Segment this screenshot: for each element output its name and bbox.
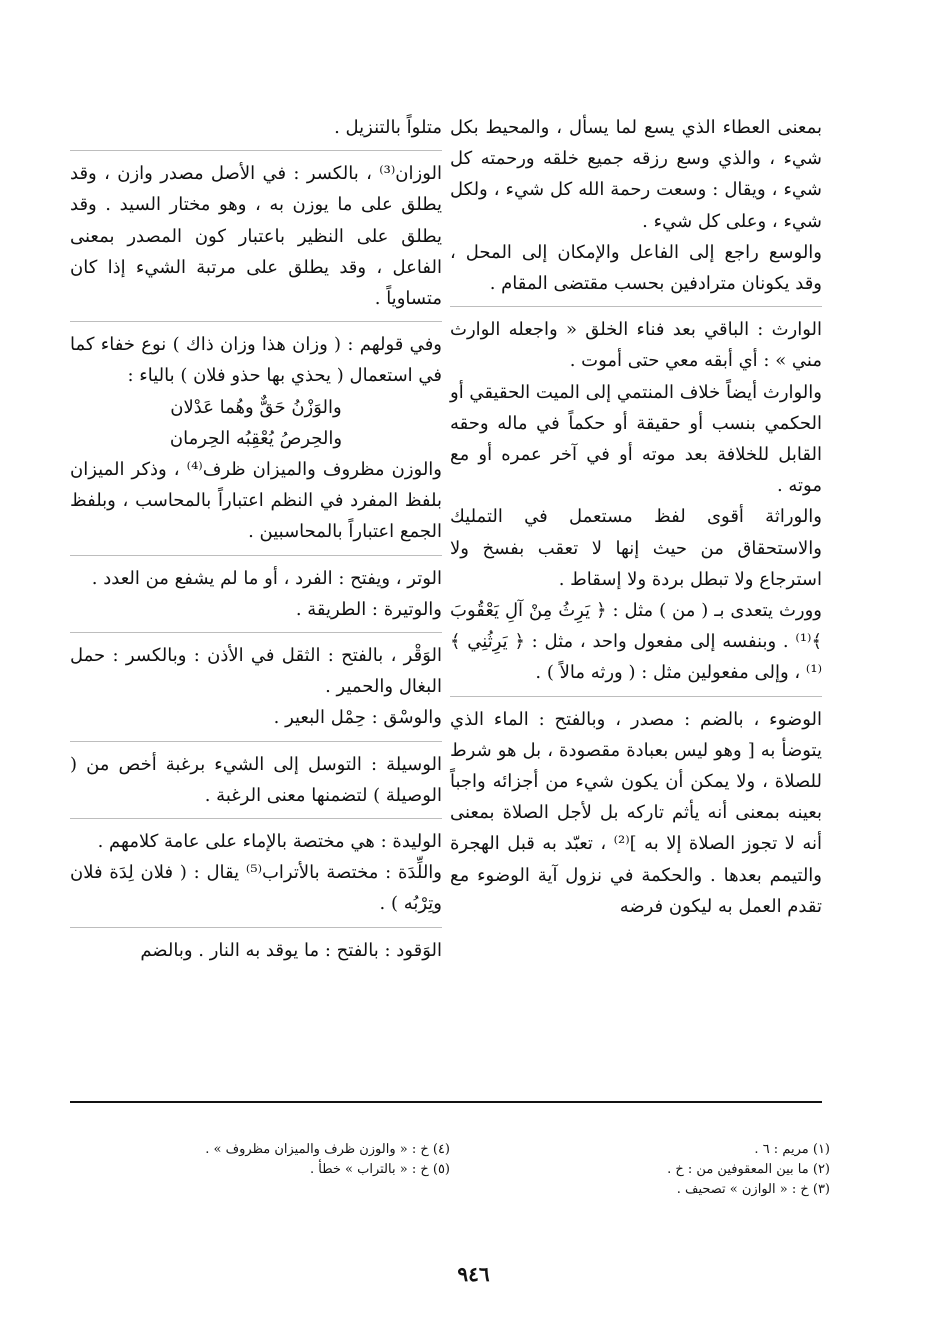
- footnote-divider: [70, 1101, 822, 1103]
- paragraph: والوراثة أقوى لفظ مستعمل في التمليك والاستحقاق من حيث إنها لا تعقب بفسخ ولا استرجاع ولا تبطل بردة ولا إسقاط .: [450, 506, 822, 590]
- paragraph: والوزن مظروف والميزان ظرف⁽⁴⁾ ، وذكر الميزان بلفظ المفرد في النظم اعتباراً بالمحاسب ، وبلفظ الجمع اعتباراً بالمحاسبين .: [70, 459, 442, 543]
- paragraph: متلواً بالتنزيل .: [334, 117, 442, 138]
- paragraph: وفي قولهم : ( وزان هذا وزان ذاك ) نوع خفاء كما في استعمال ( يحذي بها حذو فلان ) بالياء :: [70, 321, 442, 391]
- paragraph: والوسع راجع إلى الفاعل والإمكان إلى المحل ، وقد يكونان مترادفين بحسب مقتضى المقام .: [450, 241, 822, 295]
- paragraph: الوليدة : هي مختصة بالإماء على عامة كلامهم .: [70, 818, 442, 857]
- verse-line: والحِرصُ يُعْقِبُه الحِرمان: [169, 427, 343, 449]
- footnotes-left: [160, 1140, 450, 1180]
- footnotes-right: [530, 1140, 830, 1200]
- footnote: (٣) خ : « الوازن » تصحيف .: [676, 1182, 830, 1197]
- paragraph: الوضوء ، بالضم : مصدر ، وبالفتح : الماء الذي يتوضأ به [ وهو ليس بعبادة مقصودة ، بل هو شرط للصلاة ، ولا يمكن أن يكون شيء من أجزائه واجباً بعينه بمعنى أنه يأثم تاركه بل لأجل الصلاة بمعنى أنه لا تجوز الصلاة إلا به ]⁽²⁾ ، تعبّد به قبل الهجرة والتيمم بعدها . والحكمة في نزول آية الوضوء مع تقدم العمل به ليكون فرضه: [450, 696, 822, 922]
- footnote: (٤) خ : « والوزن ظرف والميزان مظروف » .: [205, 1142, 450, 1157]
- paragraph: الوارث : الباقي بعد فناء الخلق « واجعله الوارث مني » : أي أبقه معي حتى أموت .: [450, 306, 822, 376]
- paragraph: الوتر ، ويفتح : الفرد ، أو ما لم يشفع من العدد .: [70, 555, 442, 594]
- paragraph: الوزان⁽³⁾ ، بالكسر : في الأصل مصدر وازن ، وقد يطلق على ما يوزن به ، وهو مختار السيد . وقد يطلق على النظير باعتبار كون المصدر بمعنى الفاعل ، وقد يطلق على مرتبة الشيء إذا كان متساوياً .: [70, 150, 442, 314]
- paragraph: وورث يتعدى بـ ( من ) مثل : ﴿ يَرِثُ مِنْ آلِ يَعْقُوبَ ﴾⁽¹⁾ . وبنفسه إلى مفعول واحد ، مثل : ﴿ يَرِثُنِي ﴾⁽¹⁾ ، وإلى مفعولين مثل : ( ورثه مالاً ) .: [450, 600, 822, 684]
- paragraph: والوارث أيضاً خلاف المنتمي إلى الميت الحقيقي أو الحكمي بنسب أو حقيقة أو حكماً في ماله وحقه القابل للخلافة بعد موته أو في آخر عمره أو مع موته .: [450, 381, 822, 497]
- page-number: ٩٤٦: [457, 1262, 490, 1286]
- paragraph: واللِّدَة : مختصة بالأتراب⁽⁵⁾ يقال : ( فلان لِدَة فلان وتِرْبُه ) .: [70, 862, 442, 915]
- footnote: (٢) ما بين المعقوفين من : خ .: [667, 1162, 830, 1177]
- footnote: (١) مريم : ٦ .: [754, 1142, 830, 1157]
- verse-line: والوَزْنُ حَقٌّ وهُما عَدْلان: [170, 396, 342, 418]
- footnote: (٥) خ : « بالتراب » خطأ .: [309, 1162, 450, 1177]
- right-column: [450, 112, 822, 922]
- paragraph: الوَقْر ، بالفتح : الثقل في الأذن : وبالكسر : حمل البغال والحمير .: [70, 632, 442, 702]
- paragraph: بمعنى العطاء الذي يسع لما يسأل ، والمحيط بكل شيء ، والذي وسع رزقه جميع خلقه ورحمته كل شيء ، ويقال : وسعت رحمة الله كل شيء ، ولكل شيء ، وعلى كل شيء .: [450, 117, 822, 232]
- left-column: [70, 112, 442, 966]
- paragraph: والوسْق : حِمْل البعير .: [273, 707, 442, 729]
- paragraph: الوسيلة : التوسل إلى الشيء برغبة أخص من ( الوصيلة ) لتضمنها معنى الرغبة .: [70, 741, 442, 811]
- paragraph: الوَقود : بالفتح : ما يوقد به النار . وبالضم: [70, 927, 442, 966]
- paragraph: والوتيرة : الطريقة .: [295, 598, 442, 620]
